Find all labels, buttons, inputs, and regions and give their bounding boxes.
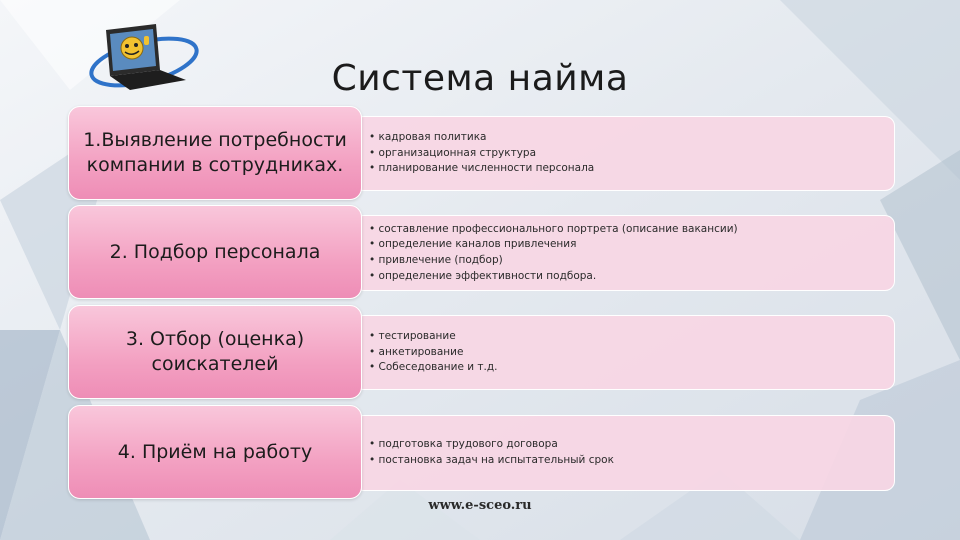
footer-url: www.e-sceo.ru <box>428 498 532 513</box>
laptop-smiley-logo-icon <box>82 18 202 98</box>
step-label-3: 3. Отбор (оценка) соискателей <box>125 328 305 375</box>
detail-item: • организационная структура <box>369 146 537 159</box>
detail-item: • составление профессионального портрета (описание вакансии) <box>369 222 738 235</box>
step-box-2 <box>68 205 362 299</box>
detail-item: • Собеседование и т.д. <box>369 361 498 374</box>
step-details-list-1 <box>369 130 594 177</box>
step-label-4: 4. Приём на работу <box>117 440 313 463</box>
step-box-1 <box>68 106 362 200</box>
step-label-1: 1.Выявление потребности компании в сотрудниках. <box>83 129 347 176</box>
detail-item: • анкетирование <box>369 345 464 358</box>
step-box-4 <box>68 405 362 499</box>
detail-item: • планирование численности персонала <box>369 162 595 175</box>
detail-item: • определение каналов привлечения <box>369 238 577 251</box>
detail-item: • кадровая политика <box>369 130 487 143</box>
step-box-3 <box>68 305 362 399</box>
step-details-3 <box>354 315 895 390</box>
step-details-list-4 <box>369 437 614 469</box>
detail-item: • постановка задач на испытательный срок <box>369 454 614 466</box>
step-details-4 <box>354 415 895 491</box>
step-label-2: 2. Подбор персонала <box>109 240 321 263</box>
page-title: Система найма <box>331 58 629 99</box>
step-details-1 <box>354 116 895 191</box>
step-details-list-2 <box>369 222 738 285</box>
step-details-list-3 <box>369 329 497 376</box>
step-details-2 <box>354 215 895 291</box>
detail-item: • подготовка трудового договора <box>369 438 558 451</box>
detail-item: • определение эффективности подбора. <box>369 269 597 282</box>
detail-item: • привлечение (подбор) <box>369 254 503 266</box>
detail-item: • тестирование <box>369 329 456 342</box>
